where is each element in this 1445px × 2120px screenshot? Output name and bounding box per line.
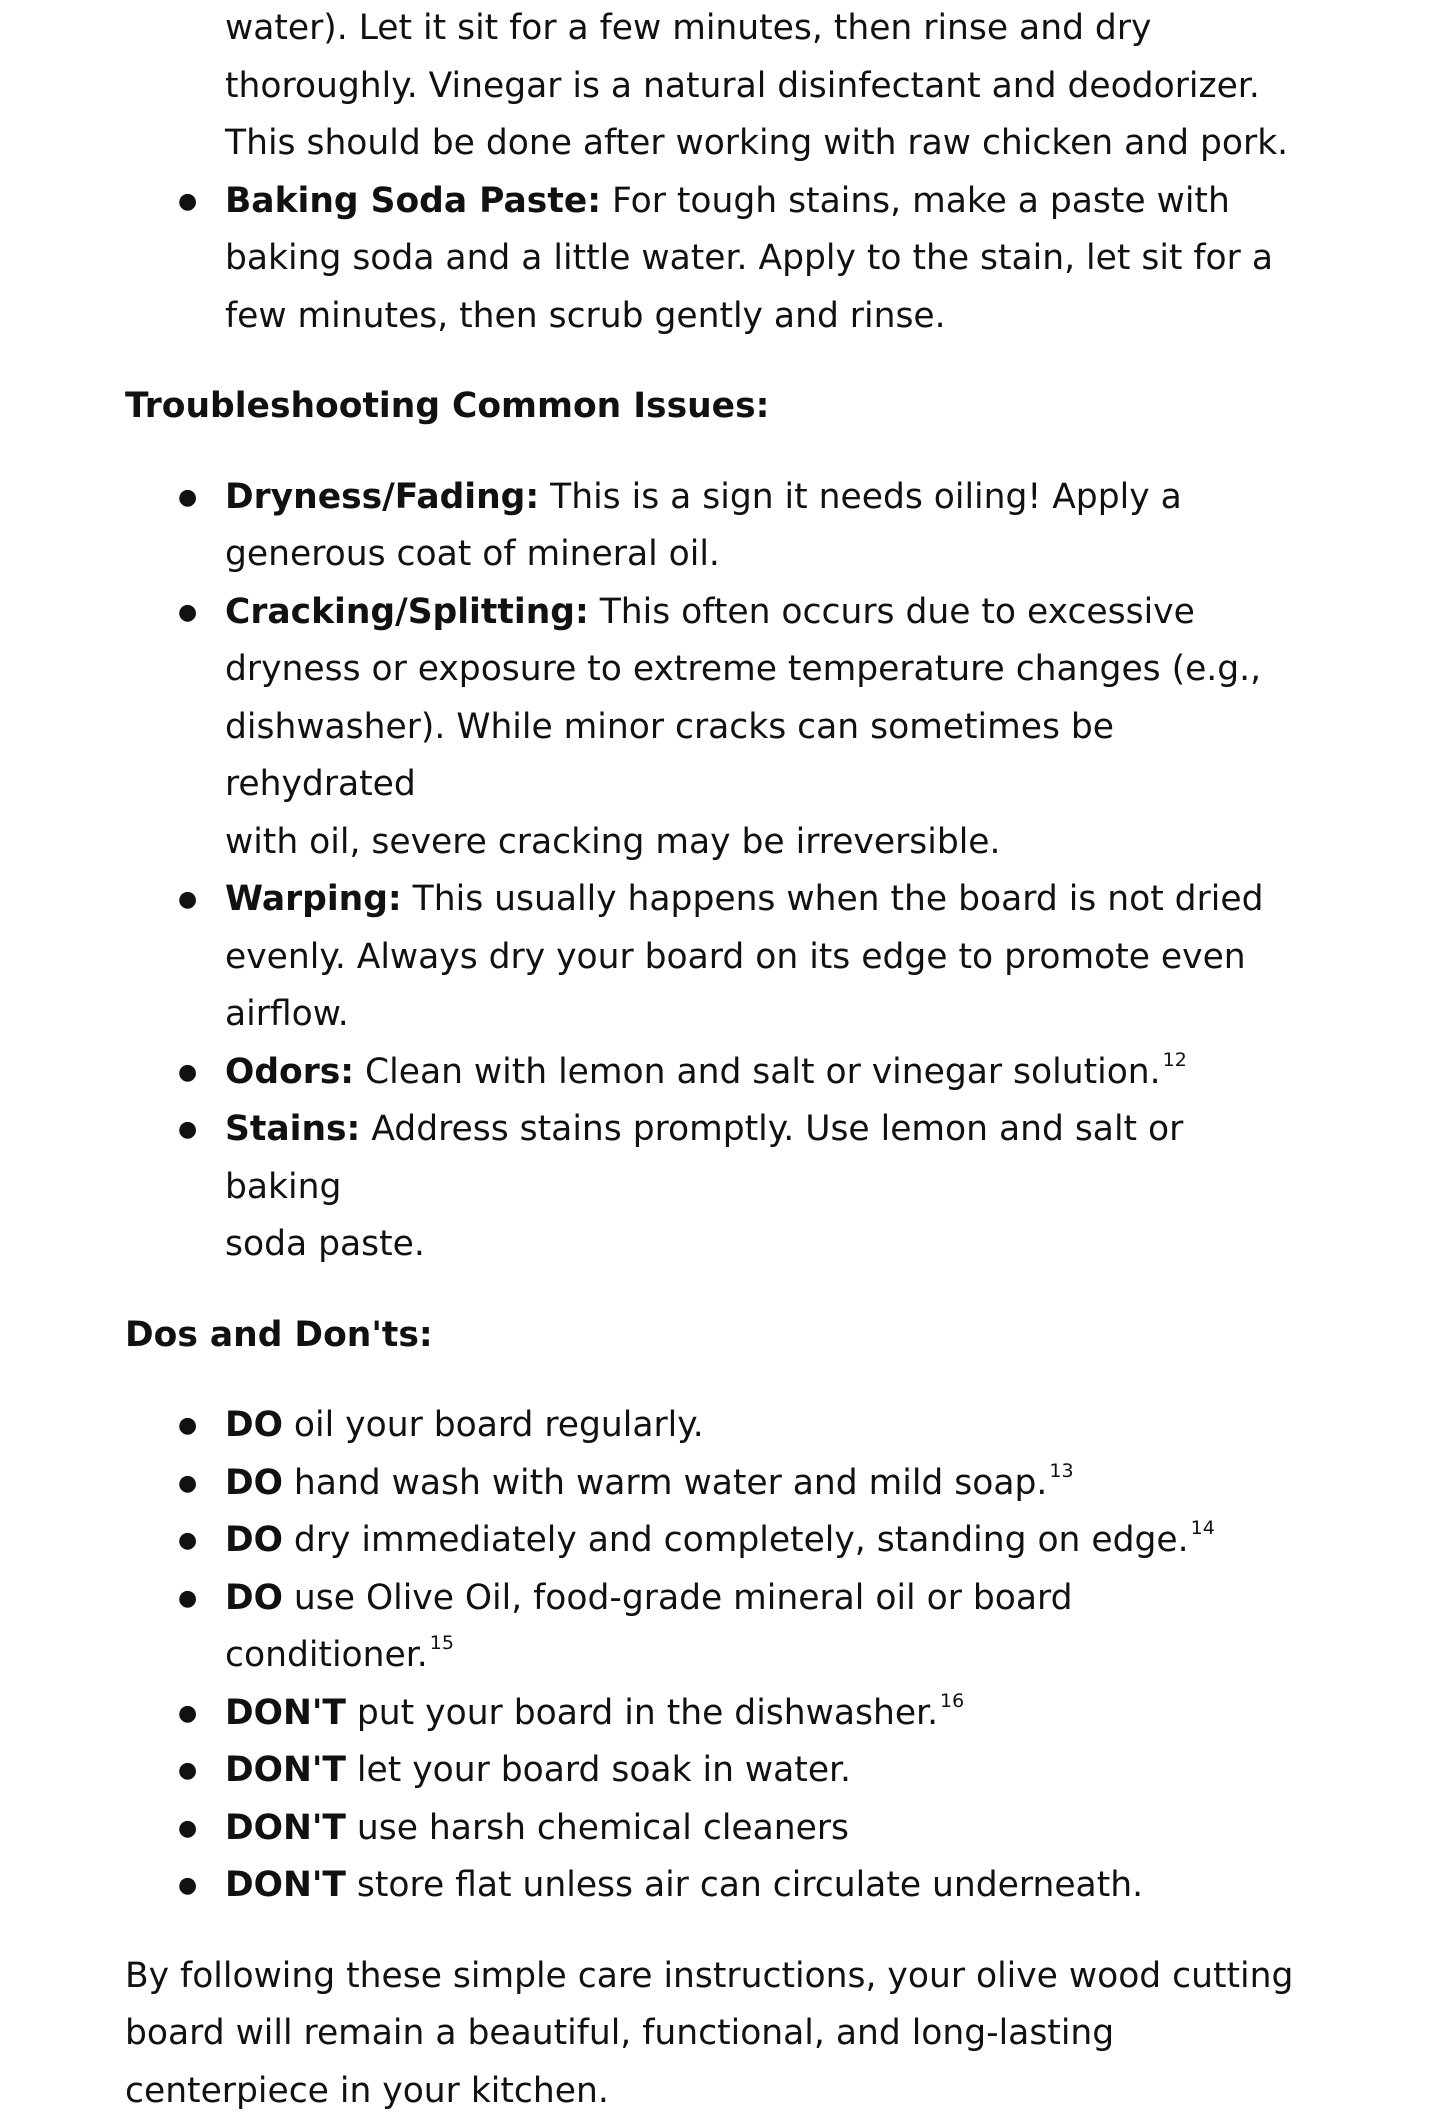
bullet-icon: ● [178, 584, 197, 642]
list-item-dryness [125, 469, 1305, 584]
item-text: few minutes, then scrub gently and rinse. [225, 288, 1305, 346]
list-item-odors [125, 1044, 1305, 1102]
item-text: This usually happens when the board is not dried [402, 879, 1264, 919]
item-label: DON'T [225, 1865, 346, 1905]
item-text: Clean with lemon and salt or vinegar solution. [354, 1052, 1161, 1092]
conclusion-paragraph [125, 1948, 1305, 2120]
list-item-dont-store-flat [125, 1857, 1305, 1915]
item-label: Odors: [225, 1052, 354, 1092]
item-label: Baking Soda Paste: [225, 181, 601, 221]
list-item-dont-soak [125, 1742, 1305, 1800]
item-text: dry immediately and completely, standing on edge. [283, 1520, 1189, 1560]
text-line: This should be done after working with raw chicken and pork. [225, 115, 1305, 173]
text-line: centerpiece in your kitchen. [125, 2063, 1305, 2120]
item-text: For tough stains, make a paste with [601, 181, 1230, 221]
dos-donts-heading: Dos and Don'ts: [125, 1307, 1305, 1365]
item-text: store flat unless air can circulate underneath. [346, 1865, 1143, 1905]
item-label: Warping: [225, 879, 402, 919]
item-label: DO [225, 1578, 283, 1618]
text-line: board will remain a beautiful, functional, and long-lasting [125, 2005, 1305, 2063]
item-label: DON'T [225, 1808, 346, 1848]
item-text: hand wash with warm water and mild soap. [283, 1463, 1047, 1503]
document-page [125, 0, 1305, 2120]
bullet-icon: ● [178, 871, 197, 929]
item-text: evenly. Always dry your board on its edge to promote even [225, 929, 1305, 987]
item-text: with oil, severe cracking may be irreversible. [225, 814, 1305, 872]
bullet-icon: ● [178, 1101, 197, 1159]
item-label: Dryness/Fading: [225, 477, 539, 517]
troubleshooting-list [125, 469, 1305, 1274]
item-label: DO [225, 1405, 283, 1445]
bullet-icon: ● [178, 1044, 197, 1102]
list-item-cracking [125, 584, 1305, 872]
text-line: By following these simple care instructions, your olive wood cutting [125, 1948, 1305, 2006]
bullet-icon: ● [178, 1397, 197, 1455]
item-text: conditioner. [225, 1635, 428, 1675]
item-label: DON'T [225, 1750, 346, 1790]
dos-donts-list [125, 1397, 1305, 1915]
item-label: DO [225, 1520, 283, 1560]
list-item-do-oil [125, 1397, 1305, 1455]
list-item-do-hand-wash [125, 1455, 1305, 1513]
item-label: Cracking/Splitting: [225, 592, 589, 632]
footnote-ref[interactable]: 15 [430, 1632, 454, 1654]
troubleshooting-heading: Troubleshooting Common Issues: [125, 378, 1305, 436]
item-label: DON'T [225, 1693, 346, 1733]
bullet-icon: ● [178, 469, 197, 527]
cleaning-list [125, 173, 1305, 346]
item-text: baking soda and a little water. Apply to the stain, let sit for a [225, 230, 1305, 288]
item-text: put your board in the dishwasher. [346, 1693, 938, 1733]
list-item-do-use-oil [125, 1570, 1305, 1685]
footnote-ref[interactable]: 16 [940, 1690, 964, 1712]
list-item-stains [125, 1101, 1305, 1274]
item-text: oil your board regularly. [283, 1405, 704, 1445]
bullet-icon: ● [178, 1857, 197, 1915]
vinegar-item-continuation [225, 0, 1305, 173]
item-text: Address stains promptly. Use lemon and salt or baking [225, 1109, 1183, 1207]
item-label: Stains: [225, 1109, 360, 1149]
item-text: dryness or exposure to extreme temperature changes (e.g., [225, 641, 1305, 699]
footnote-ref[interactable]: 13 [1049, 1460, 1073, 1482]
list-item-dont-dishwasher [125, 1685, 1305, 1743]
item-text: soda paste. [225, 1216, 1305, 1274]
bullet-icon: ● [178, 1512, 197, 1570]
bullet-icon: ● [178, 1800, 197, 1858]
item-text: This often occurs due to excessive [589, 592, 1195, 632]
item-label: DO [225, 1463, 283, 1503]
item-text: dishwasher). While minor cracks can sometimes be rehydrated [225, 699, 1305, 814]
item-text: This is a sign it needs oiling! Apply a [539, 477, 1182, 517]
bullet-icon: ● [178, 1455, 197, 1513]
item-text: let your board soak in water. [346, 1750, 851, 1790]
list-item-dont-chemicals [125, 1800, 1305, 1858]
list-item-baking-soda [125, 173, 1305, 346]
text-line: water). Let it sit for a few minutes, then rinse and dry [225, 0, 1305, 58]
bullet-icon: ● [178, 173, 197, 231]
list-item-warping [125, 871, 1305, 1044]
footnote-ref[interactable]: 14 [1191, 1517, 1215, 1539]
list-item-do-dry [125, 1512, 1305, 1570]
text-line: thoroughly. Vinegar is a natural disinfectant and deodorizer. [225, 58, 1305, 116]
item-text: use Olive Oil, food-grade mineral oil or board [283, 1578, 1073, 1618]
bullet-icon: ● [178, 1742, 197, 1800]
item-text: airflow. [225, 986, 1305, 1044]
bullet-icon: ● [178, 1570, 197, 1628]
item-text: use harsh chemical cleaners [346, 1808, 849, 1848]
footnote-ref[interactable]: 12 [1163, 1049, 1187, 1071]
item-text: generous coat of mineral oil. [225, 526, 1305, 584]
bullet-icon: ● [178, 1685, 197, 1743]
